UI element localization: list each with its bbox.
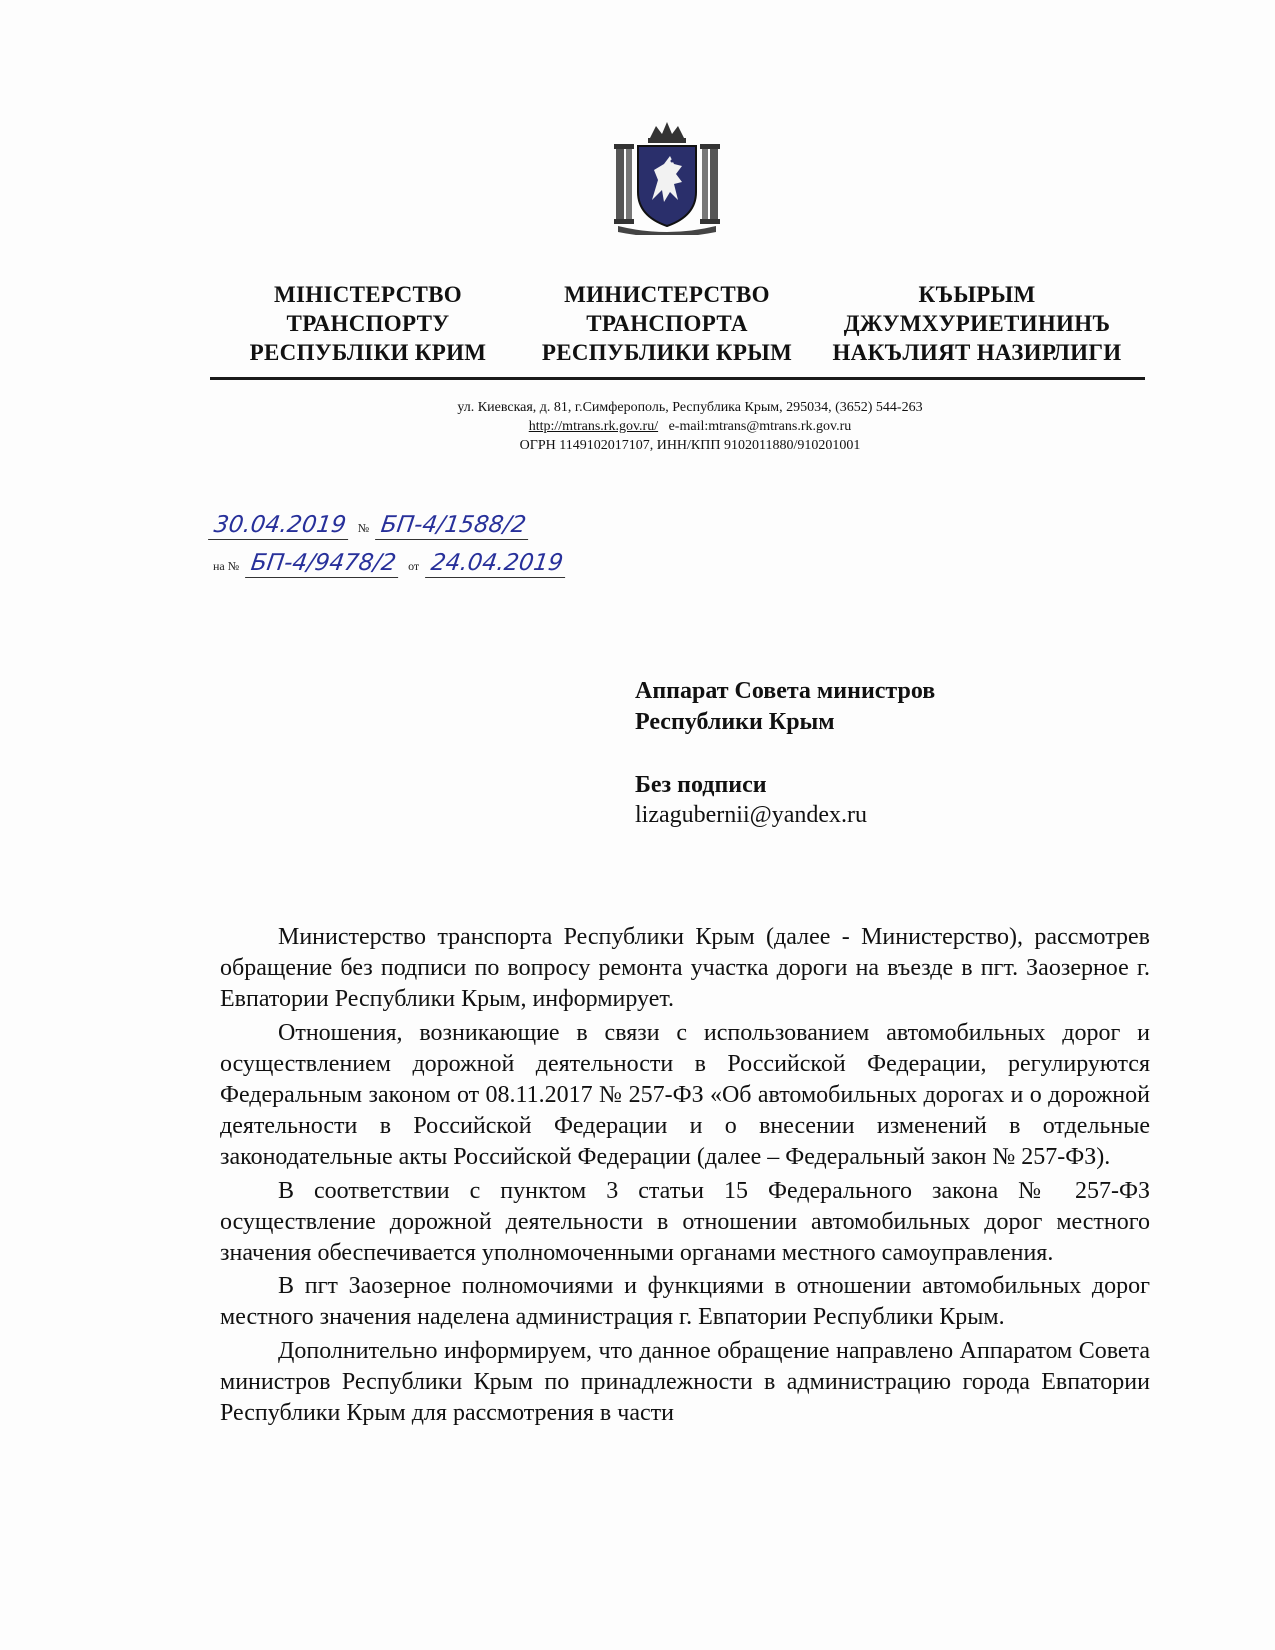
body-paragraph: В соответствии с пунктом 3 статьи 15 Федерального закона № 257-ФЗ осуществление дорожной деятельности в отношении автомобильных дорог местного значения обеспечивается уполномоченными органами местного самоуправления. <box>220 1177 1150 1267</box>
crimea-coat-of-arms-icon <box>612 120 722 235</box>
ministry-title-crimean-tatar <box>812 280 1142 367</box>
outgoing-number: БП-4/1588/2 <box>375 512 532 540</box>
registration-ids-line: ОГРН 1149102017107, ИНН/КПП 9102011880/910201001 <box>519 438 861 453</box>
ministry-ua-line: РЕСПУБЛІКИ КРИМ <box>249 340 487 365</box>
address-line: ул. Киевская, д. 81, г.Симферополь, Республика Крым, 295034, (3652) 544-263 <box>457 400 923 415</box>
ministry-ru-line: МИНИСТЕРСТВО <box>564 282 770 307</box>
ministry-ru-line: РЕСПУБЛИКИ КРЫМ <box>541 340 793 365</box>
ministry-title-ukrainian <box>238 280 498 367</box>
ministry-ua-line: МІНІСТЕРСТВО <box>274 282 462 307</box>
letter-body <box>220 922 1150 1431</box>
reply-label: на № <box>213 559 240 573</box>
reply-date: 24.04.2019 <box>425 550 569 578</box>
incoming-reference <box>210 550 567 578</box>
outgoing-date: 30.04.2019 <box>208 512 352 540</box>
body-paragraph: Дополнительно информируем, что данное обращение направлено Аппаратом Совета министров Республики Крым по принадлежности в администрацию города Евпатории Республики Крым для рассмотрения в части <box>220 1337 1150 1427</box>
web-line <box>280 417 1100 436</box>
body-paragraph: В пгт Заозерное полномочиями и функциями в отношении автомобильных дорог местного значения наделена администрация г. Евпатории Республики Крым. <box>220 1273 1150 1331</box>
ministry-ct-line: НАКЪЛИЯТ НАЗИРЛИГИ <box>832 340 1122 365</box>
recipient-line: Аппарат Совета министров <box>635 678 936 704</box>
recipient-line: Республики Крым <box>635 709 835 735</box>
ministry-ua-line: ТРАНСПОРТУ <box>286 311 450 336</box>
ministry-ct-line: ДЖУМХУРИЕТИНИНЪ <box>843 311 1111 336</box>
email-text: e-mail:mtrans@mtrans.rk.gov.ru <box>668 419 852 434</box>
website-link[interactable]: http://mtrans.rk.gov.ru/ <box>528 419 659 434</box>
reply-number: БП-4/9478/2 <box>245 550 402 578</box>
recipient-email: lizagubernii@yandex.ru <box>635 802 868 828</box>
number-label: № <box>357 521 370 535</box>
ministry-title-russian <box>532 280 802 367</box>
outgoing-registration <box>210 512 530 540</box>
body-paragraph: Министерство транспорта Республики Крым (далее - Министерство), рассмотрев обращение без подписи по вопросу ремонта участка дороги на въезде в пгт. Заозерное г. Евпатории Республики Крым, информирует. <box>220 924 1150 1013</box>
body-paragraph: Отношения, возникающие в связи с использованием автомобильных дорог и осуществлением дорожной деятельности в Российской Федерации, регулируются Федеральным законом от 08.11.2017 № 257-ФЗ «Об автомобильных дорогах и о дорожной деятельности в Российской Федерации и о внесении изменений в отдельные законодательные акты Российской Федерации (далее – Федеральный закон № 257-ФЗ). <box>220 1019 1150 1171</box>
recipient-block <box>635 676 935 738</box>
recipient-note: Без подписи <box>635 772 767 798</box>
from-label: от <box>408 559 420 573</box>
contact-block <box>280 398 1100 455</box>
ministry-ct-line: КЪЫРЫМ <box>918 282 1036 307</box>
header-divider <box>210 377 1145 380</box>
ministry-ru-line: ТРАНСПОРТА <box>586 311 748 336</box>
